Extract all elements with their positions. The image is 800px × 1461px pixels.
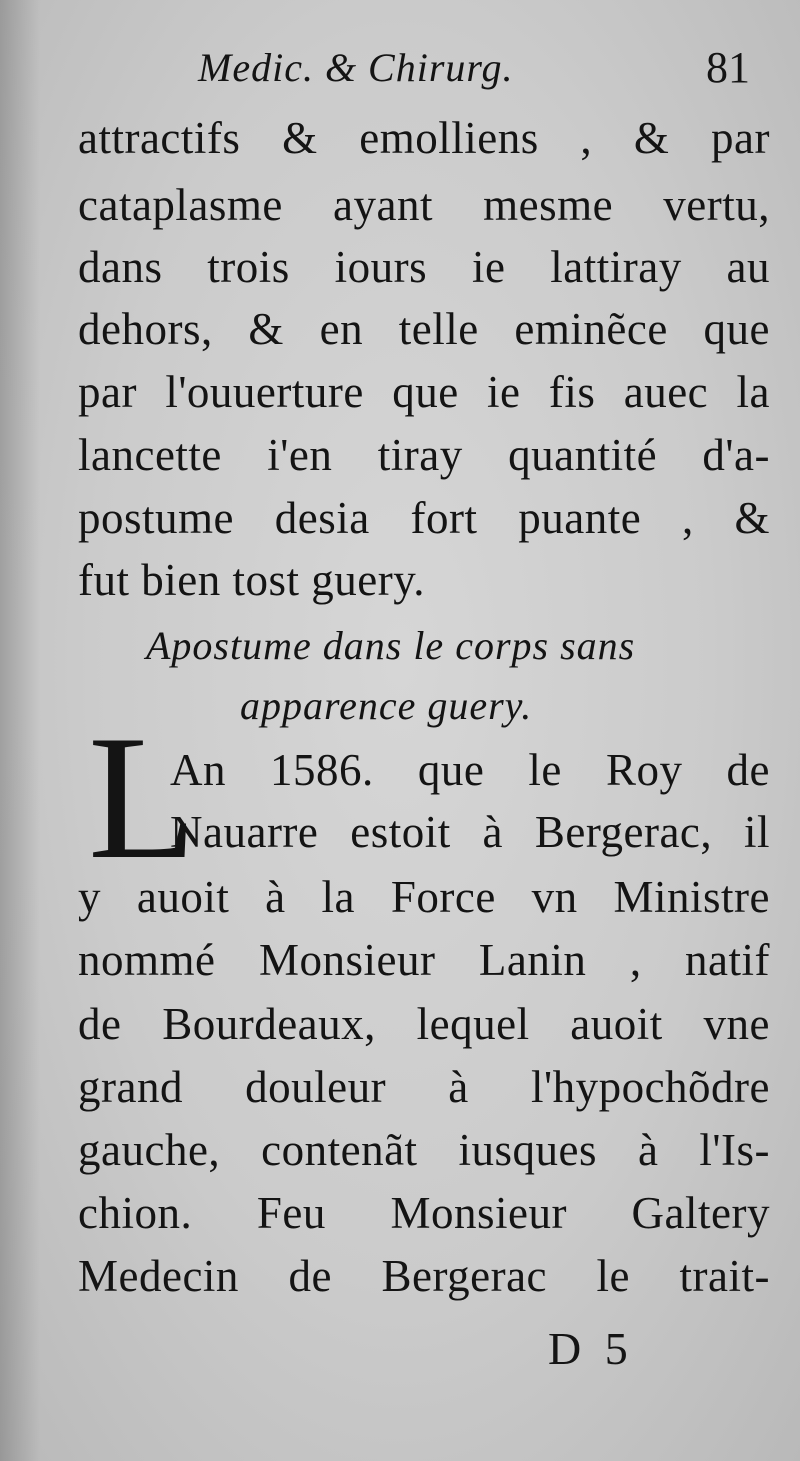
text-line: dans trois iours ie lattiray au	[78, 242, 770, 292]
text-line: y auoit à la Force vn Ministre	[78, 872, 770, 922]
text-line: nommé Monsieur Lanin , natif	[78, 935, 770, 985]
text-line: dehors, & en telle eminẽce que	[78, 304, 770, 354]
text-line: chion. Feu Monsieur Galtery	[78, 1188, 770, 1238]
drop-cap: L	[88, 698, 197, 896]
text-line: attractifs & emolliens , & par	[78, 113, 770, 163]
text-line: An 1586. que le Roy de	[170, 745, 770, 795]
text-line: Medecin de Bergerac le trait-	[78, 1251, 770, 1301]
running-title: Medic. & Chirurg.	[198, 45, 514, 90]
text-line: de Bourdeaux, lequel auoit vne	[78, 999, 770, 1049]
page-number: 81	[706, 43, 750, 92]
text-line: cataplasme ayant mesme vertu,	[78, 180, 770, 230]
text-line: postume desia fort puante , &	[78, 493, 770, 543]
text-line: par l'ouuerture que ie fis auec la	[78, 367, 770, 417]
page-header	[0, 38, 800, 108]
text-line: grand douleur à l'hypochõdre	[78, 1062, 770, 1112]
text-line: gauche, contenãt iusques à l'Is-	[78, 1125, 770, 1175]
signature-mark: D 5	[548, 1323, 634, 1374]
text-line: Nauarre estoit à Bergerac, il	[170, 807, 770, 857]
section-heading-line: apparence guery.	[240, 683, 533, 728]
section-heading-line: Apostume dans le corps sans	[146, 623, 636, 668]
text-line: lancette i'en tiray quantité d'a-	[78, 430, 770, 480]
text-line: fut bien tost guery.	[78, 555, 426, 605]
